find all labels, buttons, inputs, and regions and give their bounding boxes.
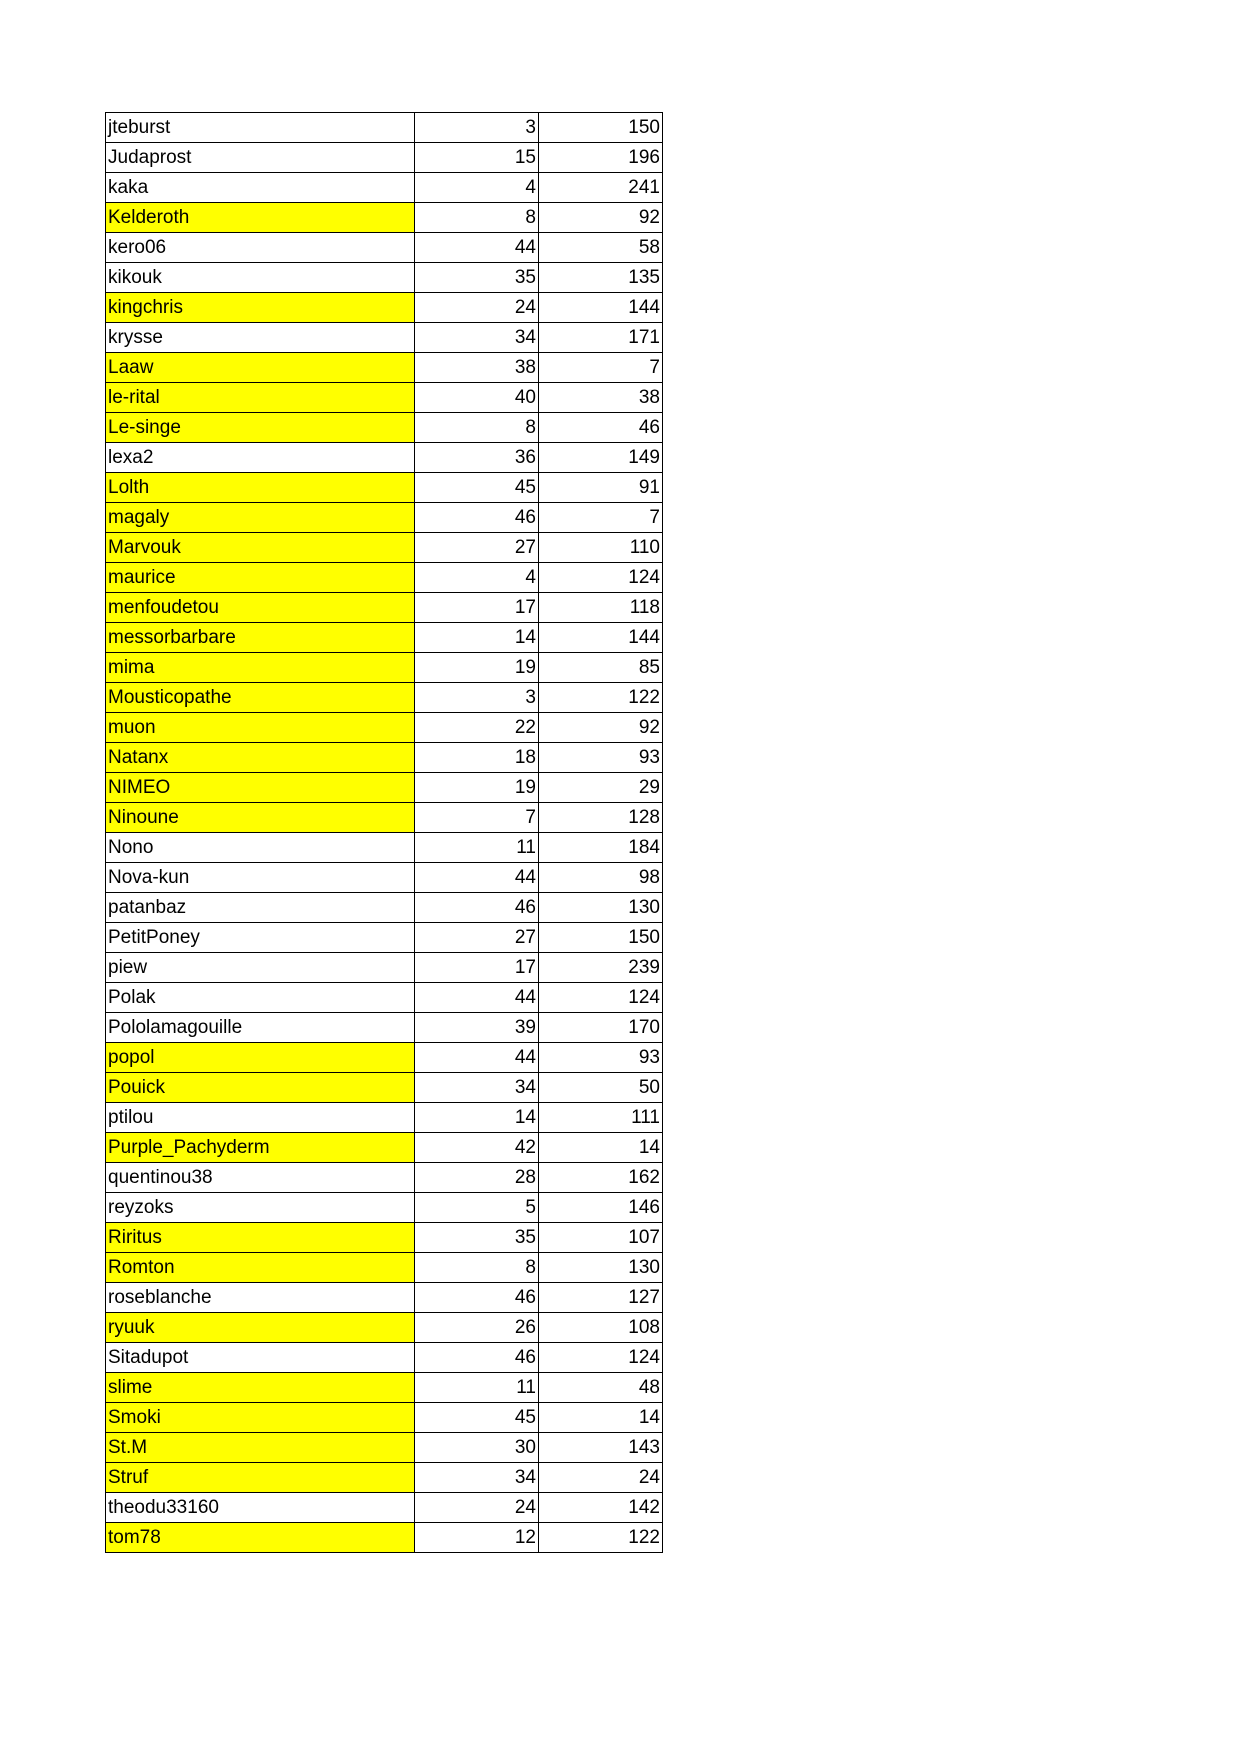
table-row <box>106 803 663 833</box>
value-b-cell[interactable]: 14 <box>539 1133 663 1163</box>
value-a-cell[interactable]: 8 <box>415 203 539 233</box>
table-row <box>106 1163 663 1193</box>
table-row <box>106 353 663 383</box>
player-name-cell[interactable]: Struf <box>106 1463 415 1493</box>
player-name-cell[interactable]: Nono <box>106 833 415 863</box>
value-a-cell[interactable]: 46 <box>415 1343 539 1373</box>
table-row <box>106 533 663 563</box>
player-name-cell[interactable]: Laaw <box>106 353 415 383</box>
value-b-cell[interactable]: 92 <box>539 713 663 743</box>
value-b-cell[interactable]: 91 <box>539 473 663 503</box>
player-name-cell[interactable]: Sitadupot <box>106 1343 415 1373</box>
value-b-cell[interactable]: 7 <box>539 503 663 533</box>
player-name-cell[interactable]: lexa2 <box>106 443 415 473</box>
player-name-cell[interactable]: krysse <box>106 323 415 353</box>
value-b-cell[interactable]: 98 <box>539 863 663 893</box>
table-row <box>106 1523 663 1553</box>
table-row <box>106 173 663 203</box>
value-a-cell[interactable]: 46 <box>415 893 539 923</box>
player-name-cell[interactable]: St.M <box>106 1433 415 1463</box>
player-name-cell[interactable]: NIMEO <box>106 773 415 803</box>
value-b-cell[interactable]: 142 <box>539 1493 663 1523</box>
table-row <box>106 293 663 323</box>
table-row <box>106 593 663 623</box>
value-b-cell[interactable]: 107 <box>539 1223 663 1253</box>
table-row <box>106 833 663 863</box>
value-a-cell[interactable]: 44 <box>415 233 539 263</box>
player-name-cell[interactable]: le-rital <box>106 383 415 413</box>
table-row <box>106 1073 663 1103</box>
player-name-cell[interactable]: Smoki <box>106 1403 415 1433</box>
value-a-cell[interactable]: 17 <box>415 593 539 623</box>
table-row <box>106 1493 663 1523</box>
value-a-cell[interactable]: 42 <box>415 1133 539 1163</box>
value-a-cell[interactable]: 40 <box>415 383 539 413</box>
table-row <box>106 1223 663 1253</box>
value-a-cell[interactable]: 44 <box>415 863 539 893</box>
value-b-cell[interactable]: 110 <box>539 533 663 563</box>
value-a-cell[interactable]: 24 <box>415 1493 539 1523</box>
table-row <box>106 1013 663 1043</box>
table-row <box>106 1403 663 1433</box>
table-row <box>106 623 663 653</box>
player-name-cell[interactable]: Lolth <box>106 473 415 503</box>
value-b-cell[interactable]: 92 <box>539 203 663 233</box>
value-a-cell[interactable]: 12 <box>415 1523 539 1553</box>
table-row <box>106 893 663 923</box>
player-name-cell[interactable]: Riritus <box>106 1223 415 1253</box>
player-name-cell[interactable]: Marvouk <box>106 533 415 563</box>
player-name-cell[interactable]: ptilou <box>106 1103 415 1133</box>
table-row <box>106 113 663 143</box>
table-row <box>106 683 663 713</box>
player-name-cell[interactable]: kikouk <box>106 263 415 293</box>
value-a-cell[interactable]: 8 <box>415 413 539 443</box>
value-a-cell[interactable]: 36 <box>415 443 539 473</box>
value-a-cell[interactable]: 11 <box>415 1373 539 1403</box>
player-name-cell[interactable]: Le-singe <box>106 413 415 443</box>
value-a-cell[interactable]: 46 <box>415 503 539 533</box>
spreadsheet-table <box>105 112 663 1553</box>
value-a-cell[interactable]: 19 <box>415 773 539 803</box>
value-a-cell[interactable]: 45 <box>415 473 539 503</box>
table-row <box>106 1283 663 1313</box>
value-a-cell[interactable]: 15 <box>415 143 539 173</box>
value-b-cell[interactable]: 149 <box>539 443 663 473</box>
value-b-cell[interactable]: 7 <box>539 353 663 383</box>
player-name-cell[interactable]: tom78 <box>106 1523 415 1553</box>
value-b-cell[interactable]: 14 <box>539 1403 663 1433</box>
table-row <box>106 923 663 953</box>
table-row <box>106 1133 663 1163</box>
player-name-cell[interactable]: maurice <box>106 563 415 593</box>
value-a-cell[interactable]: 34 <box>415 323 539 353</box>
value-a-cell[interactable]: 4 <box>415 173 539 203</box>
value-a-cell[interactable]: 34 <box>415 1463 539 1493</box>
value-a-cell[interactable]: 35 <box>415 1223 539 1253</box>
player-name-cell[interactable]: messorbarbare <box>106 623 415 653</box>
value-b-cell[interactable]: 144 <box>539 293 663 323</box>
value-a-cell[interactable]: 34 <box>415 1073 539 1103</box>
player-name-cell[interactable]: PetitPoney <box>106 923 415 953</box>
table-row <box>106 413 663 443</box>
value-b-cell[interactable]: 38 <box>539 383 663 413</box>
player-name-cell[interactable]: jteburst <box>106 113 415 143</box>
table-row <box>106 263 663 293</box>
value-a-cell[interactable]: 4 <box>415 563 539 593</box>
table-row <box>106 473 663 503</box>
value-b-cell[interactable]: 128 <box>539 803 663 833</box>
table-row <box>106 953 663 983</box>
value-a-cell[interactable]: 39 <box>415 1013 539 1043</box>
value-b-cell[interactable]: 146 <box>539 1193 663 1223</box>
value-b-cell[interactable]: 46 <box>539 413 663 443</box>
player-name-cell[interactable]: reyzoks <box>106 1193 415 1223</box>
table-row <box>106 143 663 173</box>
table-row <box>106 1373 663 1403</box>
table-row <box>106 983 663 1013</box>
value-b-cell[interactable]: 124 <box>539 563 663 593</box>
table-row <box>106 203 663 233</box>
player-name-cell[interactable]: muon <box>106 713 415 743</box>
value-b-cell[interactable]: 130 <box>539 1253 663 1283</box>
value-a-cell[interactable]: 45 <box>415 1403 539 1433</box>
player-name-cell[interactable]: Natanx <box>106 743 415 773</box>
value-b-cell[interactable]: 85 <box>539 653 663 683</box>
table-row <box>106 653 663 683</box>
value-a-cell[interactable]: 7 <box>415 803 539 833</box>
value-a-cell[interactable]: 44 <box>415 983 539 1013</box>
player-name-cell[interactable]: menfoudetou <box>106 593 415 623</box>
player-name-cell[interactable]: kaka <box>106 173 415 203</box>
value-b-cell[interactable]: 196 <box>539 143 663 173</box>
value-a-cell[interactable]: 18 <box>415 743 539 773</box>
value-b-cell[interactable]: 150 <box>539 923 663 953</box>
value-b-cell[interactable]: 170 <box>539 1013 663 1043</box>
value-b-cell[interactable]: 48 <box>539 1373 663 1403</box>
value-a-cell[interactable]: 27 <box>415 533 539 563</box>
value-b-cell[interactable]: 150 <box>539 113 663 143</box>
table-row <box>106 1343 663 1373</box>
player-name-cell[interactable]: piew <box>106 953 415 983</box>
value-a-cell[interactable]: 8 <box>415 1253 539 1283</box>
table-row <box>106 1433 663 1463</box>
value-b-cell[interactable]: 93 <box>539 743 663 773</box>
value-b-cell[interactable]: 135 <box>539 263 663 293</box>
value-a-cell[interactable]: 11 <box>415 833 539 863</box>
player-name-cell[interactable]: ryuuk <box>106 1313 415 1343</box>
player-name-cell[interactable]: patanbaz <box>106 893 415 923</box>
player-name-cell[interactable]: Ninoune <box>106 803 415 833</box>
value-b-cell[interactable]: 184 <box>539 833 663 863</box>
player-name-cell[interactable]: Romton <box>106 1253 415 1283</box>
table-row <box>106 773 663 803</box>
player-name-cell[interactable]: Purple_Pachyderm <box>106 1133 415 1163</box>
value-b-cell[interactable]: 24 <box>539 1463 663 1493</box>
table-row <box>106 1043 663 1073</box>
value-b-cell[interactable]: 130 <box>539 893 663 923</box>
value-a-cell[interactable]: 17 <box>415 953 539 983</box>
player-name-cell[interactable]: kingchris <box>106 293 415 323</box>
value-b-cell[interactable]: 29 <box>539 773 663 803</box>
value-b-cell[interactable]: 124 <box>539 983 663 1013</box>
value-a-cell[interactable]: 5 <box>415 1193 539 1223</box>
value-b-cell[interactable]: 124 <box>539 1343 663 1373</box>
player-name-cell[interactable]: theodu33160 <box>106 1493 415 1523</box>
value-b-cell[interactable]: 241 <box>539 173 663 203</box>
value-a-cell[interactable]: 26 <box>415 1313 539 1343</box>
table-row <box>106 1193 663 1223</box>
table-row <box>106 713 663 743</box>
value-a-cell[interactable]: 3 <box>415 113 539 143</box>
table-row <box>106 743 663 773</box>
value-b-cell[interactable]: 118 <box>539 593 663 623</box>
value-a-cell[interactable]: 38 <box>415 353 539 383</box>
value-a-cell[interactable]: 19 <box>415 653 539 683</box>
value-a-cell[interactable]: 14 <box>415 1103 539 1133</box>
player-name-cell[interactable]: roseblanche <box>106 1283 415 1313</box>
table-row <box>106 1463 663 1493</box>
value-b-cell[interactable]: 127 <box>539 1283 663 1313</box>
player-name-cell[interactable]: Judaprost <box>106 143 415 173</box>
player-name-cell[interactable]: mima <box>106 653 415 683</box>
table-row <box>106 563 663 593</box>
table-row <box>106 863 663 893</box>
player-name-cell[interactable]: Polak <box>106 983 415 1013</box>
value-b-cell[interactable]: 143 <box>539 1433 663 1463</box>
player-name-cell[interactable]: Nova-kun <box>106 863 415 893</box>
player-name-cell[interactable]: popol <box>106 1043 415 1073</box>
table-row <box>106 233 663 263</box>
value-b-cell[interactable]: 162 <box>539 1163 663 1193</box>
value-b-cell[interactable]: 108 <box>539 1313 663 1343</box>
value-a-cell[interactable]: 46 <box>415 1283 539 1313</box>
value-a-cell[interactable]: 24 <box>415 293 539 323</box>
value-b-cell[interactable]: 93 <box>539 1043 663 1073</box>
player-name-cell[interactable]: slime <box>106 1373 415 1403</box>
value-b-cell[interactable]: 58 <box>539 233 663 263</box>
player-name-cell[interactable]: Pouick <box>106 1073 415 1103</box>
table-row <box>106 323 663 353</box>
table-row <box>106 1103 663 1133</box>
player-name-cell[interactable]: Mousticopathe <box>106 683 415 713</box>
value-b-cell[interactable]: 239 <box>539 953 663 983</box>
player-name-cell[interactable]: Pololamagouille <box>106 1013 415 1043</box>
player-name-cell[interactable]: Kelderoth <box>106 203 415 233</box>
player-name-cell[interactable]: magaly <box>106 503 415 533</box>
value-a-cell[interactable]: 27 <box>415 923 539 953</box>
player-name-cell[interactable]: kero06 <box>106 233 415 263</box>
value-b-cell[interactable]: 122 <box>539 683 663 713</box>
value-b-cell[interactable]: 144 <box>539 623 663 653</box>
table-row <box>106 503 663 533</box>
spreadsheet-body <box>106 113 663 1553</box>
player-name-cell[interactable]: quentinou38 <box>106 1163 415 1193</box>
value-a-cell[interactable]: 28 <box>415 1163 539 1193</box>
value-b-cell[interactable]: 171 <box>539 323 663 353</box>
table-row <box>106 1253 663 1283</box>
value-a-cell[interactable]: 3 <box>415 683 539 713</box>
table-row <box>106 1313 663 1343</box>
value-a-cell[interactable]: 22 <box>415 713 539 743</box>
value-b-cell[interactable]: 111 <box>539 1103 663 1133</box>
value-a-cell[interactable]: 35 <box>415 263 539 293</box>
value-b-cell[interactable]: 122 <box>539 1523 663 1553</box>
value-b-cell[interactable]: 50 <box>539 1073 663 1103</box>
value-a-cell[interactable]: 14 <box>415 623 539 653</box>
value-a-cell[interactable]: 30 <box>415 1433 539 1463</box>
value-a-cell[interactable]: 44 <box>415 1043 539 1073</box>
table-row <box>106 383 663 413</box>
table-row <box>106 443 663 473</box>
